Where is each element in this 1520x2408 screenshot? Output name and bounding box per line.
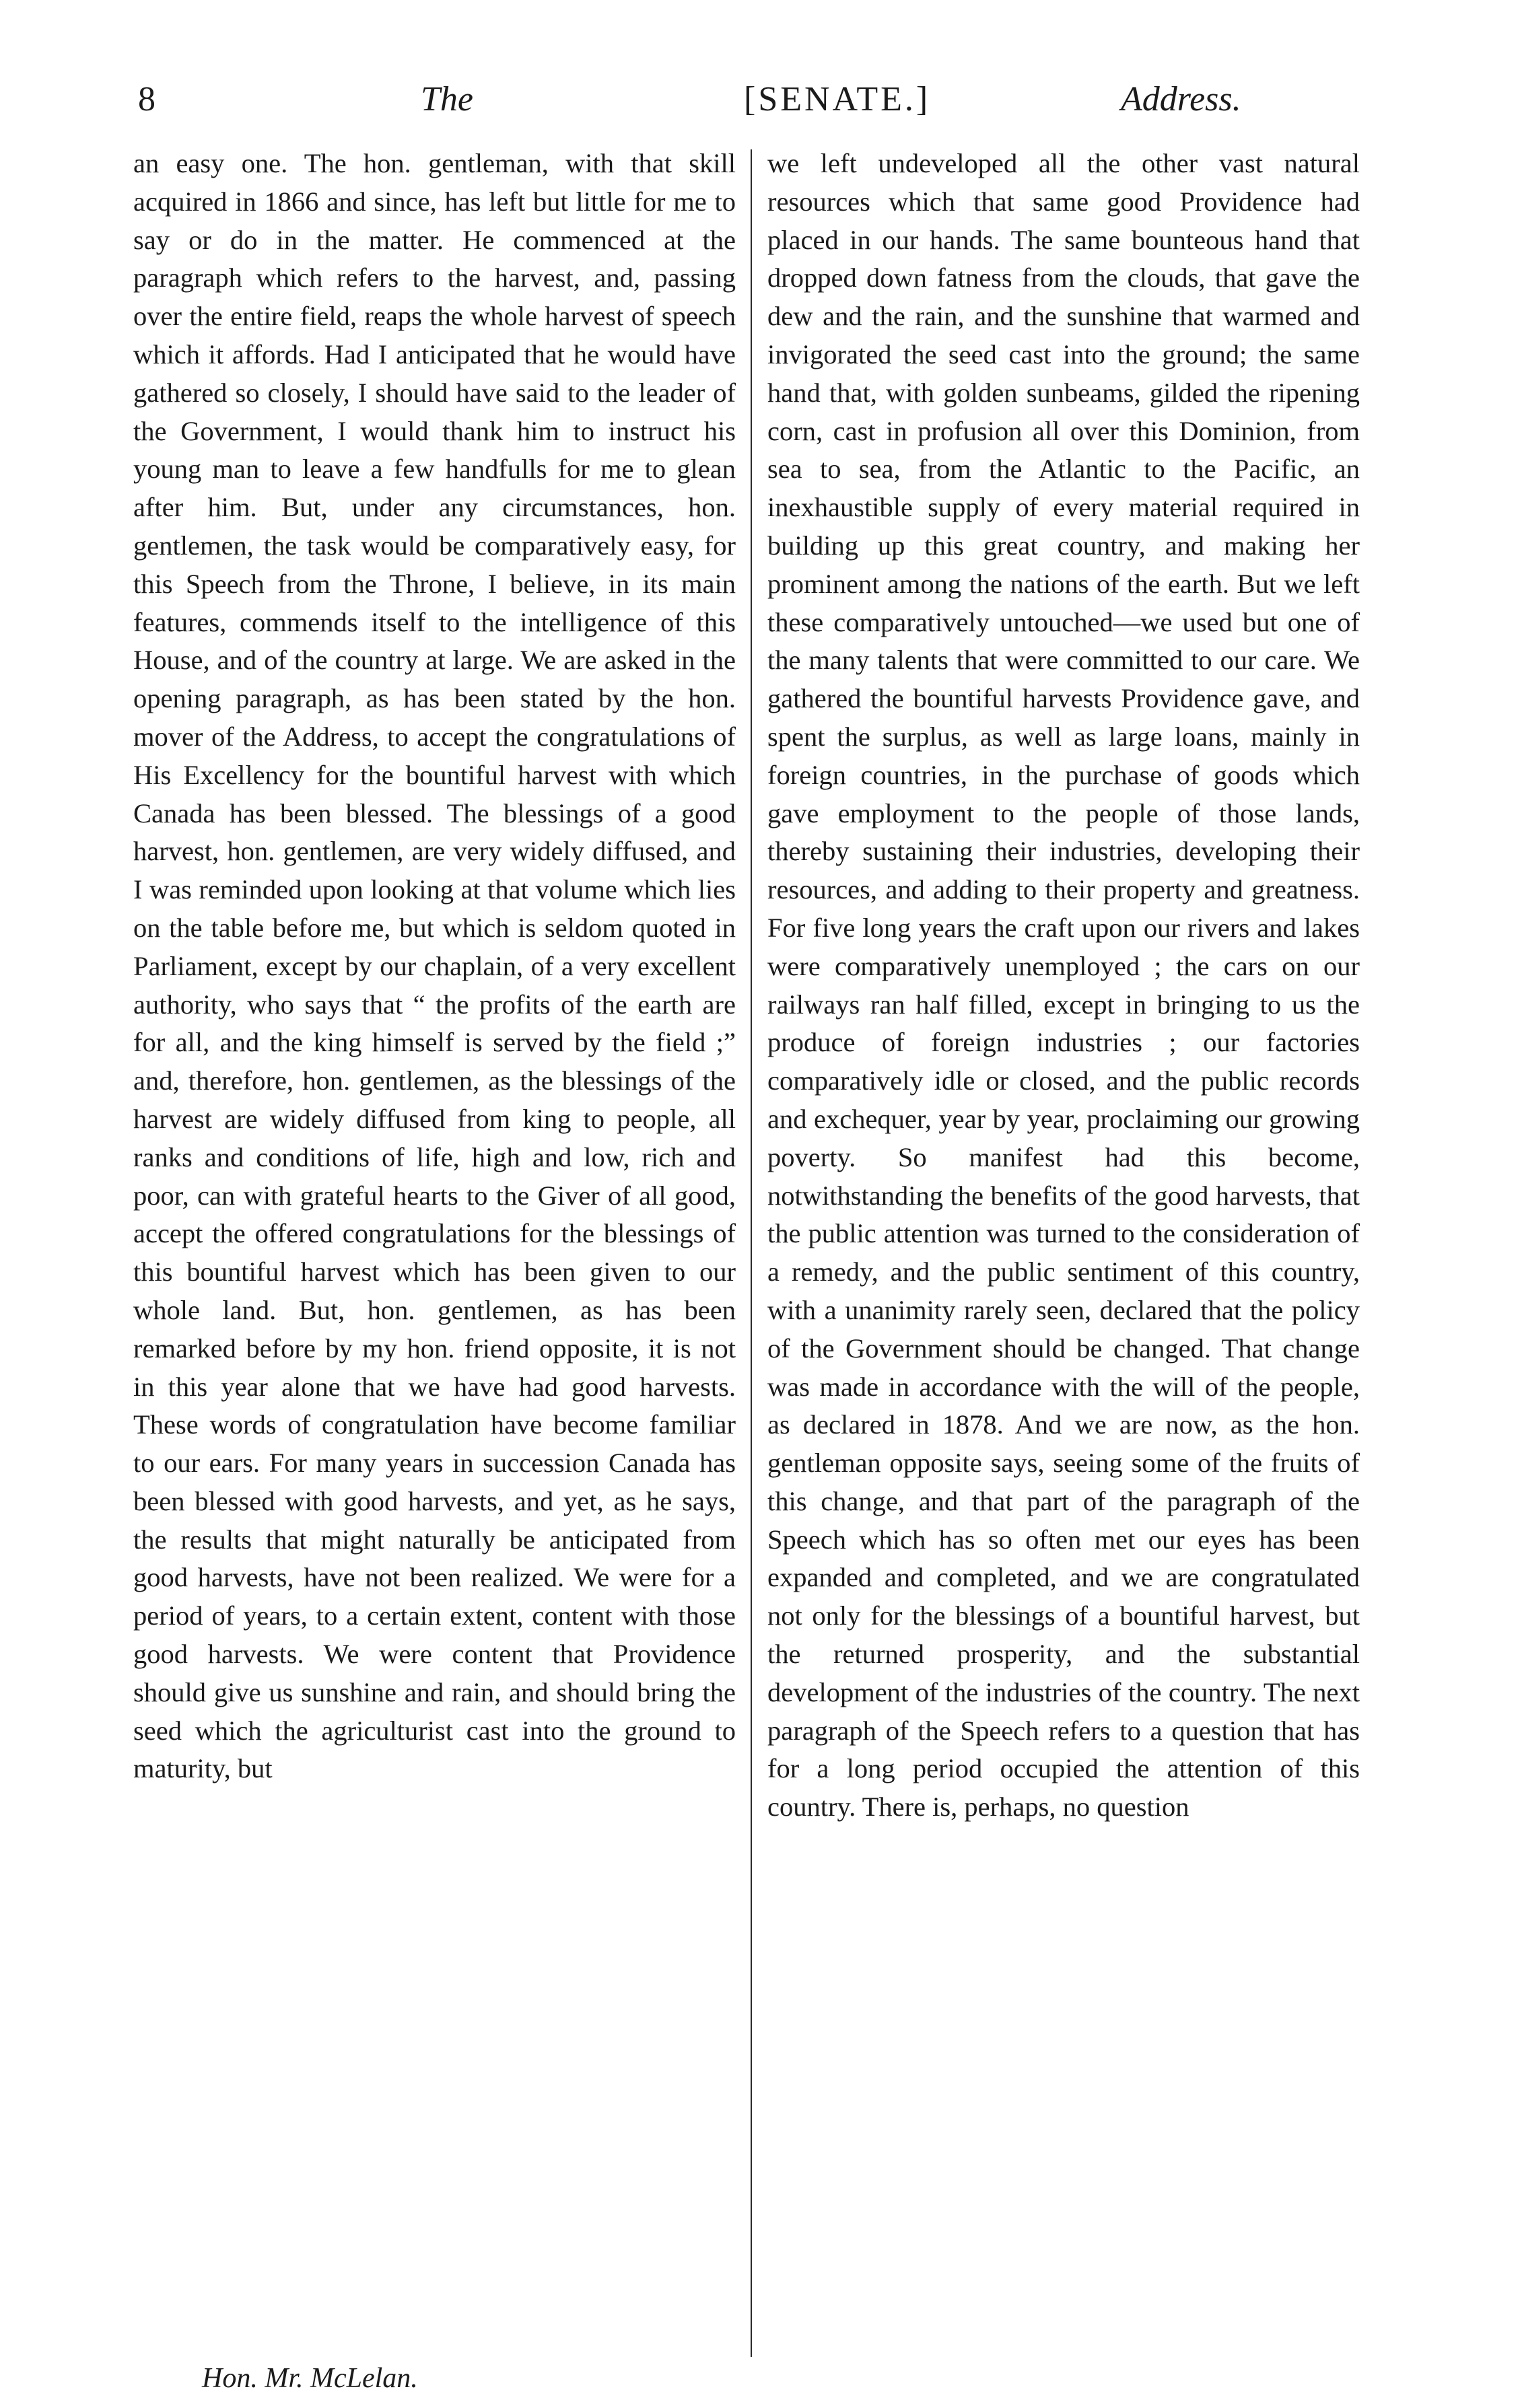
left-column-text: an easy one. The hon. gentleman, with that skill acquired in 1866 and since, has left but little for me to say or do in the matter. He commenced at the paragraph which refers to the harvest, and, passing over the entire field, reaps the whole harvest of speech which it affords. Had I anticipated that he would have gathered so closely, I should have said to the leader of the Government, I would thank him to instruct his young man to leave a few handfulls for me to glean after him. But, under any circumstances, hon. gentlemen, the task would be comparatively easy, for this Speech from the Throne, I believe, in its main features, commends itself to the intelligence of this House, and of the country at large. We are asked in the opening paragraph, as has been stated by the hon. mover of the Address, to accept the congratulations of His Excellency for the bountiful harvest with which Canada has been blessed. The blessings of a good harvest, hon. gentlemen, are very widely diffused, and I was reminded upon looking at that volume which lies on the table before me, but which is seldom quoted in Parliament, except by our chaplain, of a very excellent authority, who says that “ the profits of the earth are for all, and the king himself is served by the field ;” and, therefore, hon. gentlemen, as the blessings of the harvest are widely diffused from king to people, all ranks and conditions of life, high and low, rich and poor, can with grateful hearts to the Giver of all good, accept the offered congratulations for the blessings of this bountiful harvest which has been given to our whole land. But, hon. gentlemen, as has been remarked before by my hon. friend opposite, it is not in this year alone that we have had good harvests. These words of congratulation have become familiar to our ears. For many years in succession Canada has been blessed with good harvests, and yet, as he says, the results that might naturally be anticipated from good harvests, have not been realized. We were for a period of years, to a certain extent, content with those good harvests. We were content that Providence should give us sunshine and rain, and should bring the seed which the agriculturist cast into the ground to maturity, but <box>133 148 736 1784</box>
right-column <box>767 145 1360 1827</box>
right-column-text: we left undeveloped all the other vast natural resources which that same good Providence had placed in our hands. The same bounteous hand that dropped down fatness from the clouds, that gave the dew and the rain, and the sunshine that warmed and invigorated the seed cast into the ground; the same hand that, with golden sunbeams, gilded the ripening corn, cast in profusion all over this Dominion, from sea to sea, from the Atlantic to the Pacific, an inexhaustible supply of every material required in building up this great country, and making her prominent among the nations of the earth. But we left these comparatively untouched—we used but one of the many talents that were committed to our care. We gathered the bountiful harvests Providence gave, and spent the surplus, as well as large loans, mainly in foreign countries, in the purchase of goods which gave employment to the people of those lands, thereby sustaining their industries, developing their resources, and adding to their property and greatness. For five long years the craft upon our rivers and lakes were comparatively unemployed ; the cars on our railways ran half filled, except in bringing to us the produce of foreign industries ; our factories comparatively idle or closed, and the public records and exchequer, year by year, proclaiming our growing poverty. So manifest had this become, notwithstanding the benefits of the good harvests, that the public attention was turned to the consideration of a remedy, and the public sentiment of this country, with a unanimity rarely seen, declared that the policy of the Government should be changed. That change was made in accordance with the will of the people, as declared in 1878. And we are now, as the hon. gentleman opposite says, seeing some of the fruits of this change, and that part of the paragraph of the Speech which has so often met our eyes has been expanded and completed, and we are congratulated not only for the blessings of a bountiful harvest, but the returned prosperity, and the substantial development of the industries of the country. The next paragraph of the Speech refers to a question that has for a long period occupied the attention of this country. There is, perhaps, no question <box>767 148 1360 1822</box>
speaker-footer: Hon. Mr. McLelan. <box>202 2363 418 2394</box>
header-left-title: The <box>421 80 473 118</box>
running-header <box>138 79 1397 127</box>
header-center-title: [SENATE.] <box>744 80 931 118</box>
left-column <box>133 145 736 1788</box>
header-right-title: Address. <box>1121 80 1241 118</box>
column-divider <box>751 149 752 2357</box>
page-number: 8 <box>138 80 156 118</box>
